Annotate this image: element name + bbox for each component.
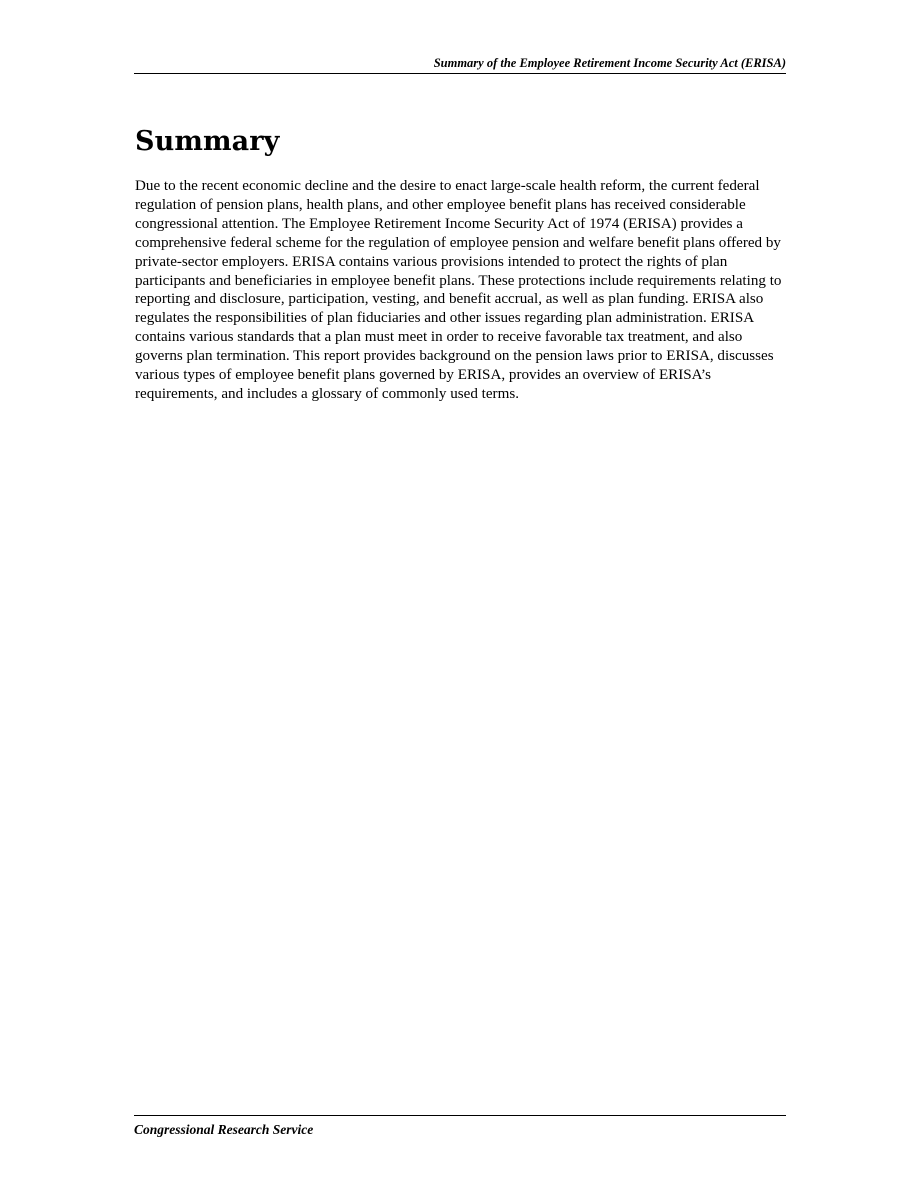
page-title: Summary <box>135 126 280 157</box>
running-header: Summary of the Employee Retirement Income Security Act (ERISA) <box>134 55 786 74</box>
running-footer: Congressional Research Service <box>134 1115 786 1139</box>
summary-paragraph: Due to the recent economic decline and the desire to enact large-scale health reform, the current federal regulation of pension plans, health plans, and other employee benefit plans has received considerable congressional attention. The Employee Retirement Income Security Act of 1974 (ERISA) provides a comprehensive federal scheme for the regulation of employee pension and welfare benefit plans offered by private-sector employers. ERISA contains various provisions intended to protect the rights of plan participants and beneficiaries in employee benefit plans. These protections include requirements relating to reporting and disclosure, participation, vesting, and benefit accrual, as well as plan funding. ERISA also regulates the responsibilities of plan fiduciaries and other issues regarding plan administration. ERISA contains various standards that a plan must meet in order to receive favorable tax treatment, and also governs plan termination. This report provides background on the pension laws prior to ERISA, discusses various types of employee benefit plans governed by ERISA, provides an overview of ERISA’s requirements, and includes a glossary of commonly used terms. <box>135 178 782 402</box>
